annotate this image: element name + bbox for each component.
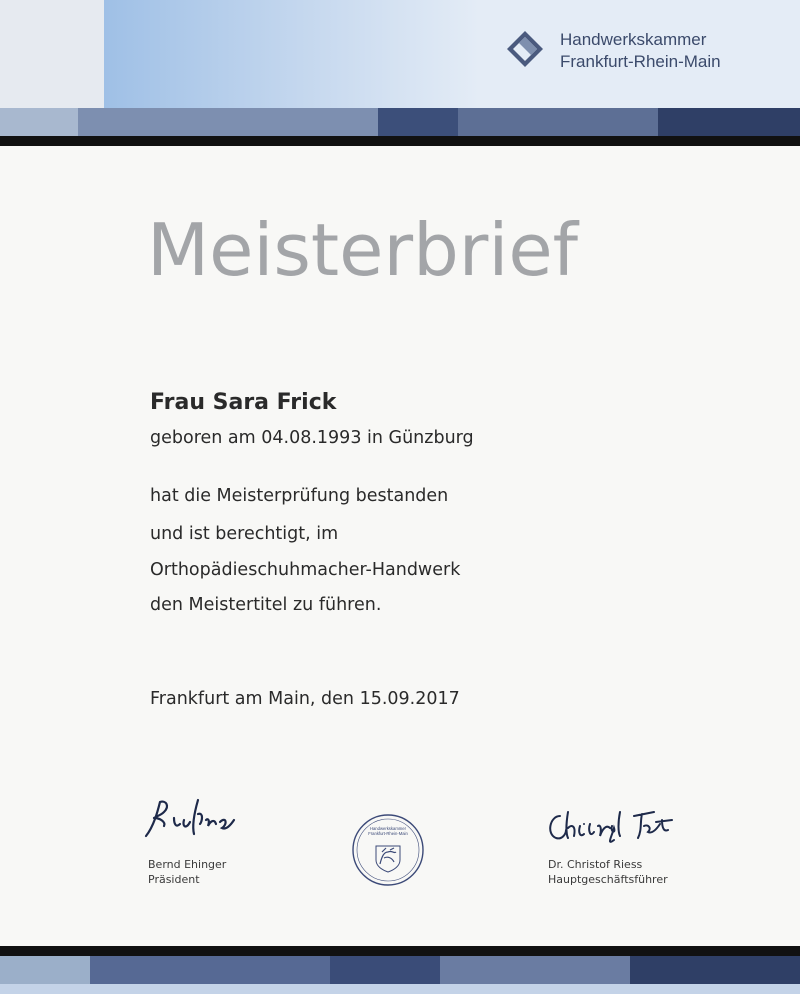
seal-line1: Handwerkskammer [369, 826, 407, 831]
org-name [560, 29, 721, 73]
place-date: Frankfurt am Main, den 15.09.2017 [150, 689, 460, 709]
signatory-right-role: Hauptgeschäftsführer [548, 873, 668, 886]
signatory-left-role: Präsident [148, 873, 200, 886]
body-line-1: hat die Meisterprüfung bestanden [150, 486, 449, 506]
org-name-line2: Frankfurt-Rhein-Main [560, 52, 721, 71]
org-name-line1: Handwerkskammer [560, 30, 707, 49]
seal-line2: Frankfurt-Rhein-Main [368, 831, 408, 836]
signatory-right-name: Dr. Christof Riess [548, 858, 643, 871]
footer-stripes [0, 956, 800, 984]
body-line-2: und ist berechtigt, im [150, 524, 339, 544]
signature-ehinger-icon [140, 796, 240, 846]
signatory-left-name: Bernd Ehinger [148, 858, 227, 871]
official-seal-icon [350, 812, 426, 888]
body-line-4: den Meistertitel zu führen. [150, 595, 382, 615]
footer-band [0, 984, 800, 994]
hwk-logo-icon [506, 30, 544, 68]
header-edge [0, 136, 800, 146]
certificate-title: Meisterbrief [147, 208, 579, 292]
footer-edge [0, 946, 800, 956]
header-stripes [0, 108, 800, 136]
birth-info: geboren am 04.08.1993 in Günzburg [150, 428, 474, 448]
signature-riess-icon [544, 806, 680, 850]
body-line-3: Orthopädieschuhmacher-Handwerk [150, 560, 461, 580]
signatory-left [148, 857, 226, 887]
recipient-name: Frau Sara Frick [150, 390, 337, 415]
signatory-right [548, 857, 668, 887]
